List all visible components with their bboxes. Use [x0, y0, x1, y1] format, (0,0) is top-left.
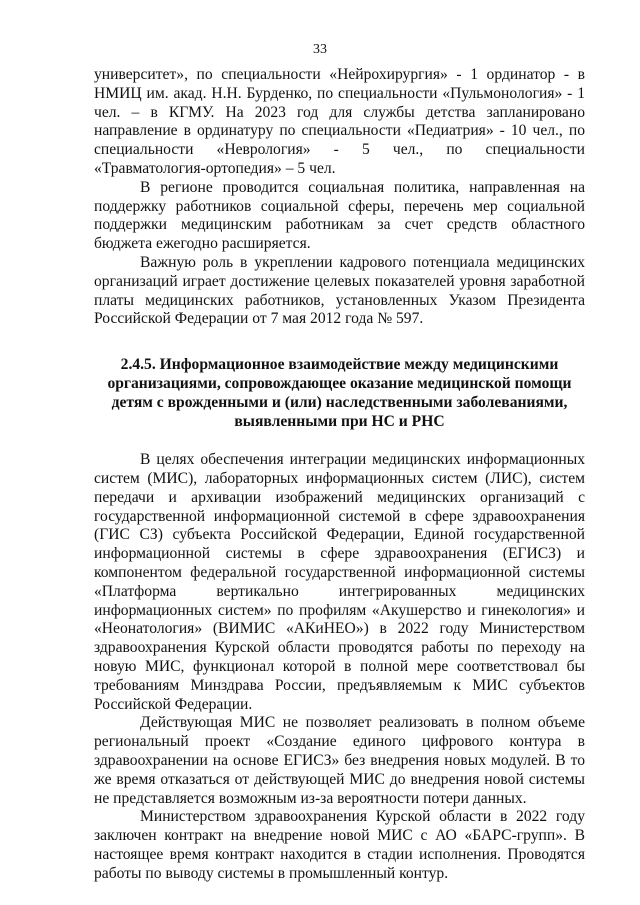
paragraph: В целях обеспечения интеграции медицинских информационных систем (МИС), лабораторных информационных систем (ЛИС), систем передачи и архивации изображений медицинских организаций с государственной информационной системой в сфере здравоохранения (ГИС СЗ) субъекта Российской Федерации, Единой государственной информационной системы в сфере здравоохранения (ЕГИСЗ) и компонентом федеральной государственной информационной системы «Платформа вертикально интегрированных медицинских информационных систем» по профилям «Акушерство и гинекология» и «Неонатология» (ВИМИС «АКиНЕО») в 2022 году Министерством здравоохранения Курской области проводятся работы по переходу на новую МИС, функционал которой в полной мере соответствовал бы требованиям Минздрава России, предъявляемым к МИС субъектов Российской Федерации.	[94, 451, 585, 713]
page-content	[94, 66, 585, 883]
paragraph: Министерством здравоохранения Курской области в 2022 году заключен контракт на внедрение новой МИС с АО «БАРС-групп». В настоящее время контракт находится в стадии исполнения. Проводятся работы по выводу системы в промышленный контур.	[94, 808, 585, 882]
page-number: 33	[313, 42, 327, 57]
paragraph: Важную роль в укреплении кадрового потенциала медицинских организаций играет достижение целевых показателей уровня заработной платы медицинских работников, установленных Указом Президента Российской Федерации от 7 мая 2012 года № 597.	[94, 253, 585, 328]
section-heading: 2.4.5. Информационное взаимодействие между медицинскими организациями, сопровождающее оказание медицинской помощи детям с врожденными и (или) наследственными заболеваниями, выявленными при НС и РНС	[107, 356, 572, 431]
paragraph: университет», по специальности «Нейрохирургия» - 1 ординатор - в НМИЦ им. акад. Н.Н. Бурденко, по специальности «Пульмонология» - 1 чел. – в КГМУ. На 2023 год для службы детства запланировано направление в ординатуру по специальности «Педиатрия» - 10 чел., по специальности «Неврология» - 5 чел., по специальности «Травматология-ортопедия» – 5 чел.	[94, 66, 585, 177]
paragraph: Действующая МИС не позволяет реализовать в полном объеме региональный проект «Создание единого цифрового контура в здравоохранении на основе ЕГИСЗ» без внедрения новых модулей. В то же время отказаться от действующей МИС до внедрения новой системы не представляется возможным из-за вероятности потери данных.	[94, 714, 585, 807]
paragraph: В регионе проводится социальная политика, направленная на поддержку работников социальной сферы, перечень мер социальной поддержки медицинским работникам за счет средств областного бюджета ежегодно расширяется.	[94, 178, 585, 253]
